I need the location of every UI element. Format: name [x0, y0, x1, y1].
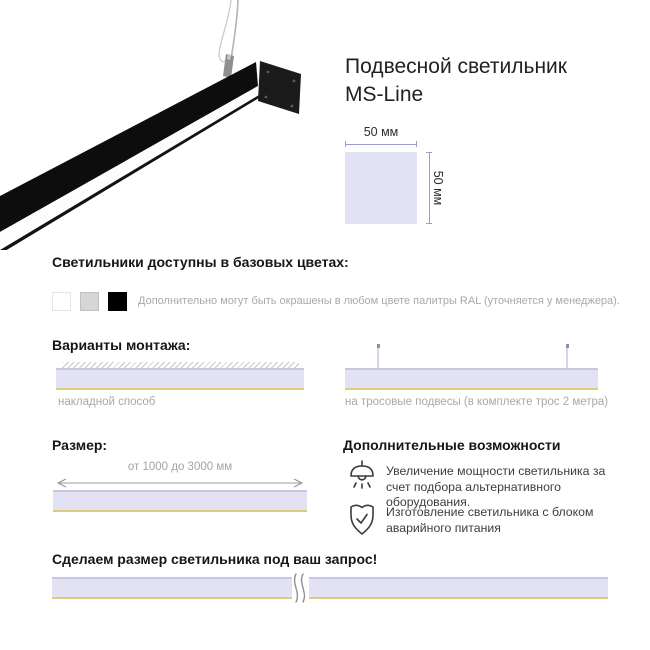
suspension-cable: [231, 0, 238, 60]
width-dimension-label: 50 мм: [363, 125, 399, 139]
suspension-cable-loop: [219, 0, 231, 62]
profile-bar-surface: [56, 368, 304, 390]
profile-bar-size: [53, 490, 307, 512]
shield-check-icon: [348, 502, 376, 537]
color-swatch-white: [52, 292, 71, 311]
suspension-wire: [566, 344, 568, 368]
dimension-tick: [345, 141, 346, 147]
luminaire-bottom-edge: [0, 95, 259, 250]
page-title-line1: Подвесной светильник: [345, 55, 567, 78]
colors-note: Дополнительно могут быть окрашены в любом цвете палитры RAL (уточняется у менеджера).: [138, 295, 620, 307]
height-dimension-label: 50 мм: [431, 170, 445, 206]
color-swatch-black: [108, 292, 127, 311]
size-range-label: от 1000 до 3000 мм: [127, 461, 233, 473]
profile-bar-custom: [52, 577, 608, 599]
wire-cap: [566, 344, 569, 348]
colors-section-heading: Светильники доступны в базовых цветах:: [52, 254, 349, 270]
luminaire-diffuser: [0, 86, 259, 250]
product-photo: [0, 0, 330, 250]
feature-text: Изготовление светильника с блоком аварийного питания: [386, 505, 594, 535]
width-dimension-line: [345, 144, 417, 145]
size-section-heading: Размер:: [52, 437, 108, 453]
end-cap-screw: [291, 105, 294, 108]
double-arrow: [53, 477, 307, 489]
mounting-section-heading: Варианты монтажа:: [52, 337, 191, 353]
end-cap-screw: [267, 71, 270, 74]
mount-option-caption: на тросовые подвесы (в комплекте трос 2 метра): [345, 396, 609, 408]
mount-option-caption: накладной способ: [58, 396, 156, 408]
profile-bar-suspended: [345, 368, 598, 390]
end-cap-screw: [293, 80, 296, 83]
page-title-line2: MS-Line: [345, 83, 424, 106]
end-cap-screw: [265, 96, 268, 99]
luminaire-body: [0, 62, 258, 232]
features-section-heading: Дополнительные возможности: [343, 437, 561, 453]
feature-text: Увеличение мощности светильника за счет подбора альтернативного оборудования.: [386, 464, 606, 509]
pendant-lamp-icon: [347, 460, 377, 493]
suspension-wire: [377, 344, 379, 368]
wire-cap: [377, 344, 380, 348]
custom-size-heading: Сделаем размер светильника под ваш запрос!: [52, 551, 378, 567]
profile-cross-section: [345, 152, 417, 224]
luminaire-end-cap: [258, 61, 301, 114]
bar-break-mark: [286, 572, 316, 604]
color-swatch-gray: [80, 292, 99, 311]
dimension-tick: [416, 141, 417, 147]
